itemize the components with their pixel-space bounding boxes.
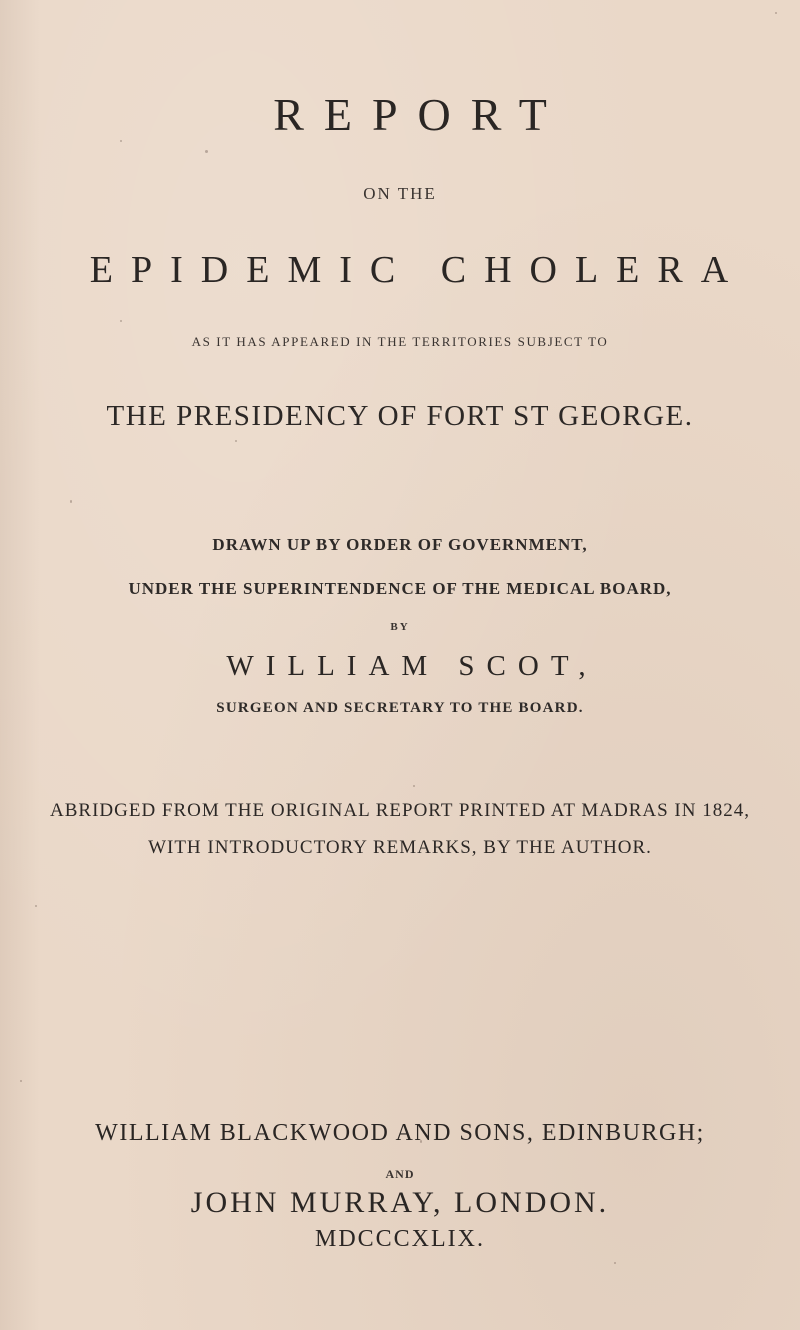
publisher-edinburgh: WILLIAM BLACKWOOD AND SONS, EDINBURGH; [95, 1120, 705, 1146]
and-text: AND [385, 1167, 415, 1181]
author-title: SURGEON AND SECRETARY TO THE BOARD. [216, 700, 584, 716]
paper-speck [35, 905, 37, 907]
appeared-text: AS IT HAS APPEARED IN THE TERRITORIES SUBJECT TO [191, 334, 609, 349]
author-name: WILLIAM SCOT, [226, 650, 598, 682]
paper-speck [235, 440, 237, 442]
paper-speck [614, 1262, 616, 1264]
paper-speck [775, 12, 777, 14]
presidency-heading: THE PRESIDENCY OF FORT ST GEORGE. [106, 400, 694, 432]
report-heading: REPORT [273, 89, 567, 140]
paper-speck [120, 320, 122, 322]
by-text: BY [390, 621, 410, 633]
paper-speck [120, 140, 122, 142]
introduction-text: WITH INTRODUCTORY REMARKS, BY THE AUTHOR. [148, 837, 652, 858]
publisher-london: JOHN MURRAY, LONDON. [190, 1186, 610, 1219]
paper-speck [205, 150, 208, 153]
subject-heading: EPIDEMIC CHOLERA [89, 249, 747, 291]
paper-speck [413, 785, 415, 787]
publication-date: MDCCCXLIX. [314, 1226, 485, 1252]
superintendence-text: UNDER THE SUPERINTENDENCE OF THE MEDICAL BOARD, [128, 579, 672, 598]
paper-speck [70, 500, 72, 503]
paper-speck [420, 1140, 422, 1143]
on-the-text: ON THE [363, 184, 437, 203]
paper-speck [20, 1080, 22, 1082]
abridged-text: ABRIDGED FROM THE ORIGINAL REPORT PRINTED AT MADRAS IN 1824, [50, 800, 750, 821]
drawn-up-text: DRAWN UP BY ORDER OF GOVERNMENT, [212, 535, 588, 554]
